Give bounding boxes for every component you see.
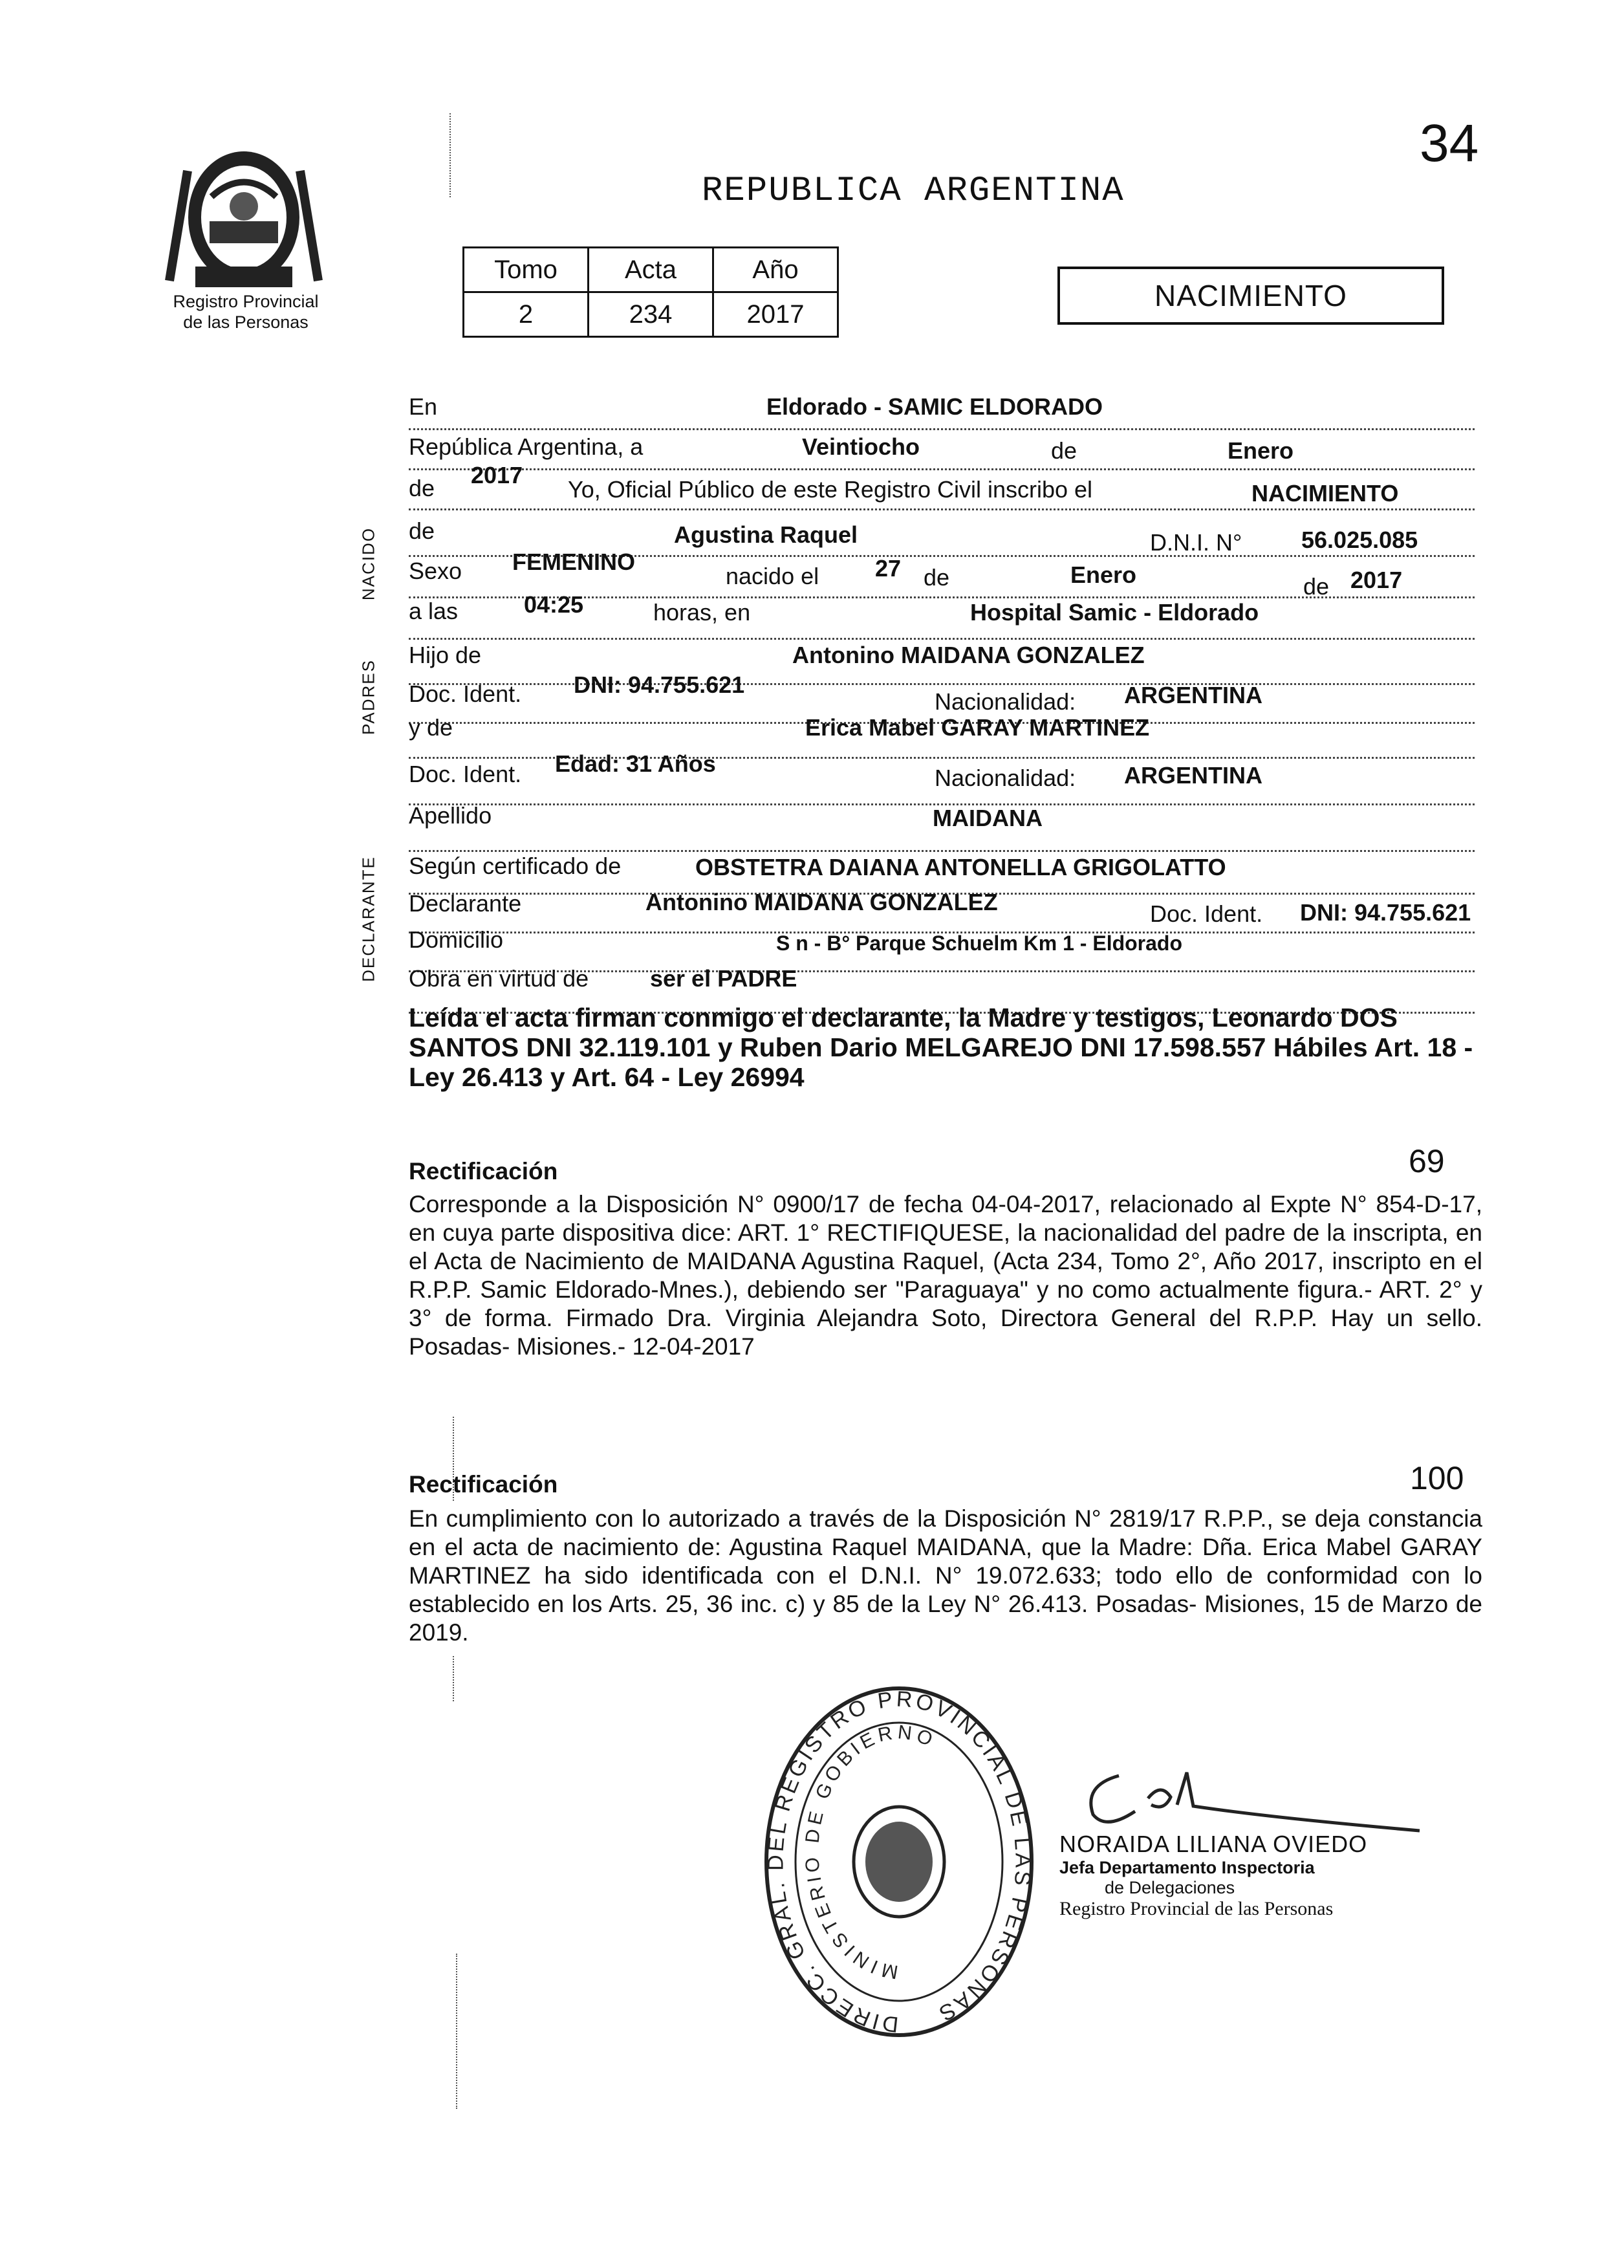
signer-block xyxy=(1059,1831,1396,1920)
rectification-2-body: En cumplimiento con lo autorizado a través de la Disposición N° 2819/17 R.P.P., se deja constancia en el acta de nacimiento de: Agustina Raquel MAIDANA, que la Madre: Dña. Erica Mabel GARAY MARTINEZ ha sido identificada con el D.N.I. N° 19.072.633; todo ello de conformidad con lo establecido en los Arts. 25, 36 inc. c) y 85 de la Ley N° 26.413. Posadas- Misiones, 15 de Marzo de 2019. xyxy=(409,1505,1482,1646)
stamp-outer-text: DIRECC. GRAL. DEL REGISTRO PROVINCIAL DE LAS PERSONAS xyxy=(763,1686,1035,2037)
logo-caption xyxy=(116,291,375,333)
rectification-1-body: Corresponde a la Disposición N° 0900/17 de fecha 04-04-2017, relacionado al Expte N° 854-D-17, en cuya parte dispositiva dice: ART. 1° RECTIFIQUESE, la nacionalidad del padre de la inscripta, en el Acta de Nacimiento de MAIDANA Agustina Raquel, (Acta 234, Tomo 2°, Año 2017, inscripto en el R.P.P. Samic Eldorado-Mnes.), debiendo ser "Paraguaya" y no como actualmente figura.- ART. 2° y 3° de forma. Firmado Dra. Virginia Alejandra Soto, Directora General del R.P.P. Hay un sello. Posadas- Misiones.- 12-04-2017 xyxy=(409,1191,1482,1360)
rectification-2-number: 100 xyxy=(1410,1460,1464,1496)
horas-en-label: horas, en xyxy=(653,599,751,626)
acta-value: 234 xyxy=(589,292,713,337)
signer-role: Jefa Departamento Inspectoria xyxy=(1059,1858,1315,1877)
nombre-value: Agustina Raquel xyxy=(674,521,858,548)
rectification-1-number: 69 xyxy=(1409,1143,1445,1179)
bottom-cut-mark xyxy=(456,1954,457,2109)
doc2-label: Doc. Ident. xyxy=(409,761,522,787)
nacido-label: nacido el xyxy=(726,563,819,589)
page-number: 34 xyxy=(1420,114,1479,173)
record-type-box: NACIMIENTO xyxy=(1057,267,1444,325)
nac2-value: ARGENTINA xyxy=(1124,762,1262,789)
record-reference-table xyxy=(462,246,839,338)
anio-value: 2017 xyxy=(471,462,523,488)
apellido-label: Apellido xyxy=(409,802,492,829)
mes-value: Enero xyxy=(1228,437,1294,464)
left-cut-mark xyxy=(449,113,451,197)
hora-label: a las xyxy=(409,598,459,624)
nac1-value: ARGENTINA xyxy=(1124,682,1262,708)
nacido-de2-label: de xyxy=(1303,573,1330,600)
sexo-value: FEMENINO xyxy=(512,549,636,575)
lower-cut-mark xyxy=(453,1656,454,1701)
lugar-nacimiento-value: Hospital Samic - Eldorado xyxy=(970,599,1259,626)
handwritten-signature xyxy=(1057,1747,1433,1837)
dia-value: Veintiocho xyxy=(802,433,920,460)
doc1-label: Doc. Ident. xyxy=(409,681,522,707)
apellido-value: MAIDANA xyxy=(933,805,1043,831)
doc2-value: Edad: 31 Años xyxy=(555,750,716,777)
certificado-value: OBSTETRA DAIANA ANTONELLA GRIGOLATTO xyxy=(695,854,1226,880)
signer-department: de Delegaciones xyxy=(1105,1878,1235,1897)
rectification-2-title: Rectificación xyxy=(409,1471,558,1498)
obra-value: ser el PADRE xyxy=(650,965,797,992)
nacido-de-label: de xyxy=(924,564,950,591)
side-label-padres: PADRES xyxy=(358,659,378,735)
official-stamp xyxy=(755,1681,1043,2043)
dni-label: D.N.I. N° xyxy=(1150,529,1242,556)
sexo-label: Sexo xyxy=(409,558,462,584)
de-anio-label: de xyxy=(409,475,435,501)
domicilio-value: S n - B° Parque Schuelm Km 1 - Eldorado xyxy=(776,932,1183,955)
tomo-value: 2 xyxy=(464,292,589,337)
lugar-value: Eldorado - SAMIC ELDORADO xyxy=(766,393,1103,420)
dni-value: 56.025.085 xyxy=(1301,527,1418,553)
stamp-inner-text: MINISTERIO DE GOBIERNO xyxy=(801,1721,940,1983)
nac1-label: Nacionalidad: xyxy=(935,688,1076,715)
republica-label: República Argentina, a xyxy=(409,433,644,460)
nombre-label: de xyxy=(409,518,435,544)
segun-label: Según certificado de xyxy=(409,853,622,879)
de-mes-label: de xyxy=(1051,437,1077,464)
anio-header: Año xyxy=(713,248,838,292)
nacido-mes-value: Enero xyxy=(1070,562,1137,588)
yde-label: y de xyxy=(409,714,453,741)
hora-value: 04:25 xyxy=(524,591,584,618)
declarante-label: Declarante xyxy=(409,890,522,917)
nacido-anio-value: 2017 xyxy=(1350,567,1403,593)
logo-caption-line2: de las Personas xyxy=(183,312,309,332)
inscribo-value: NACIMIENTO xyxy=(1251,480,1399,507)
hijo-label: Hijo de xyxy=(409,642,482,668)
side-label-nacido: NACIDO xyxy=(358,527,378,601)
rectification-1-title: Rectificación xyxy=(409,1158,558,1184)
oficial-text: Yo, Oficial Público de este Registro Civil inscribo el xyxy=(568,476,1093,503)
tomo-header: Tomo xyxy=(464,248,589,292)
doc1-value: DNI: 94.755.621 xyxy=(574,671,745,698)
signer-name: NORAIDA LILIANA OVIEDO xyxy=(1059,1831,1368,1857)
nacido-dia-value: 27 xyxy=(875,555,902,582)
obra-label: Obra en virtud de xyxy=(409,965,589,992)
signer-organization: Registro Provincial de las Personas xyxy=(1059,1898,1334,1919)
acta-header: Acta xyxy=(589,248,713,292)
country-title: REPUBLICA ARGENTINA xyxy=(702,171,1125,211)
doc3-label: Doc. Ident. xyxy=(1150,900,1263,927)
provincial-coat-of-arms xyxy=(150,145,338,294)
en-label: En xyxy=(409,393,438,420)
logo-caption-line1: Registro Provincial xyxy=(173,292,319,311)
domicilio-label: Domicilio xyxy=(409,926,504,953)
doc3-value: DNI: 94.755.621 xyxy=(1300,899,1471,926)
nac2-label: Nacionalidad: xyxy=(935,765,1076,791)
madre-value: Erica Mabel GARAY MARTINEZ xyxy=(805,714,1150,741)
declarante-value: Antonino MAIDANA GONZALEZ xyxy=(645,889,998,915)
anio-value: 2017 xyxy=(713,292,838,337)
side-label-declarante: DECLARANTE xyxy=(358,856,378,982)
closing-paragraph: Leída el acta firman conmigo el declarante, la Madre y testigos, Leonardo DOS SANTOS DNI 32.119.101 y Ruben Dario MELGAREJO DNI 17.598.557 Hábiles Art. 18 - Ley 26.413 y Art. 64 - Ley 26994 xyxy=(409,1003,1473,1092)
padre-value: Antonino MAIDANA GONZALEZ xyxy=(792,642,1145,668)
